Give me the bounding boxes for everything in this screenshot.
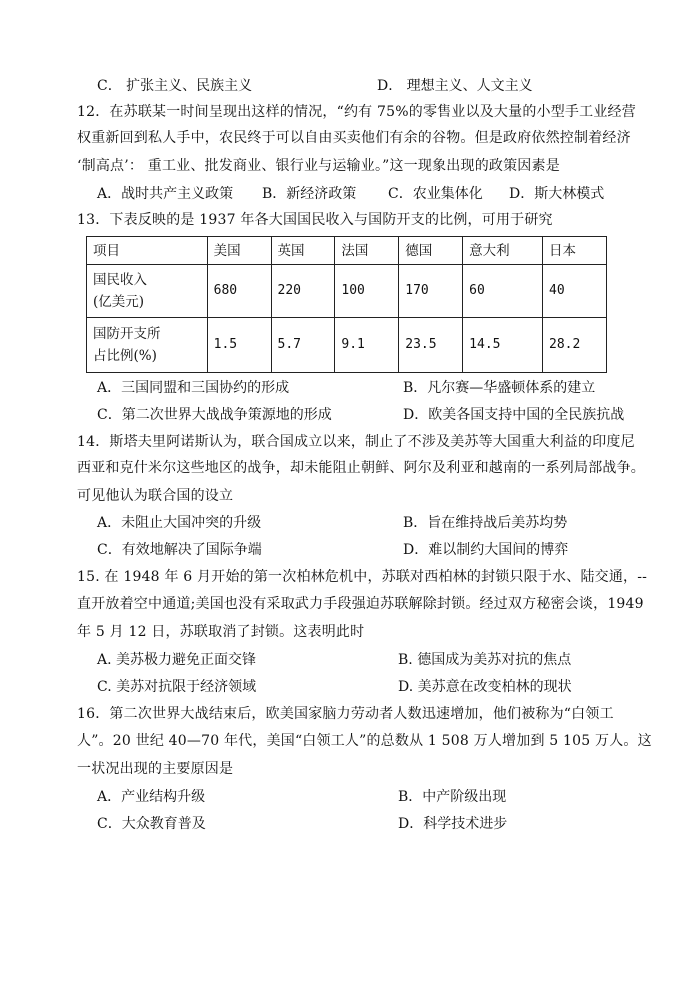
table-cell: 220	[271, 265, 335, 318]
table-header-cell: 英国	[271, 237, 335, 265]
q14-stem-line-3: 可见他认为联合国的设立	[77, 488, 234, 504]
table-row-label	[87, 265, 208, 318]
table-header-cell: 日本	[543, 237, 607, 265]
q14-option-d: D．难以制约大国间的博弈	[403, 542, 569, 558]
q15-option-c: C. 美苏对抗限于经济领域	[97, 679, 257, 695]
q15-option-b: B. 德国成为美苏对抗的焦点	[398, 652, 572, 668]
table-header-cell: 德国	[399, 237, 463, 265]
table-row	[87, 265, 607, 318]
q13-option-c: C．第二次世界大战战争策源地的形成	[97, 407, 332, 423]
table-cell: 100	[335, 265, 399, 318]
table-cell: 5.7	[271, 318, 335, 373]
q15-option-d: D. 美苏意在改变柏林的现状	[398, 679, 572, 695]
table-cell: 680	[207, 265, 271, 318]
table-row-label	[87, 318, 208, 373]
q14-stem-line-2: 西亚和克什米尔这些地区的战争，却未能阻止朝鲜、阿尔及利亚和越南的一系列局部战争。	[77, 460, 645, 476]
q16-stem-line-3: 一状况出现的主要原因是	[77, 761, 234, 777]
q15-stem-line-3: 年 5 月 12 日，苏联取消了封锁。这表明此时	[77, 624, 365, 640]
table-row	[87, 318, 607, 373]
q12-option-d: D．斯大林模式	[509, 186, 605, 202]
q14-stem-line-1: 14．斯塔夫里阿诺斯认为，联合国成立以来，制止了不涉及美苏等大国重大利益的印度尼	[77, 434, 635, 450]
q15-stem-line-1: 15. 在 1948 年 6 月开始的第一次柏林危机中，苏联对西柏林的封锁只限于水、陆交通，--	[77, 569, 648, 585]
q12-option-a: A．战时共产主义政策	[97, 186, 234, 202]
table-cell: 9.1	[335, 318, 399, 373]
row-label-line: 国防开支所	[93, 326, 161, 342]
table-cell: 28.2	[543, 318, 607, 373]
q16-stem-line-2: 人”。20 世纪 40—70 年代，美国“白领工人”的总数从 1 508 万人增加到 5 105 万人。这	[77, 733, 652, 749]
q12-stem-line-1: 12．在苏联某一时间呈现出这样的情况，“约有 75%的零售业以及大量的小型手工业经营	[77, 104, 636, 120]
row-label-line: (亿美元)	[93, 294, 145, 310]
table-header-row	[87, 237, 607, 265]
q13-stem: 13．下表反映的是 1937 年各大国国民收入与国防开支的比例，可用于研究	[77, 212, 553, 228]
q16-option-a: A．产业结构升级	[97, 789, 206, 805]
q14-option-c: C．有效地解决了国际争端	[97, 542, 262, 558]
row-label-line: 国民收入	[93, 272, 147, 288]
q12-option-c: C．农业集体化	[388, 186, 483, 202]
table-header-cell: 项目	[87, 237, 208, 265]
q15-option-a: A. 美苏极力避免正面交锋	[97, 652, 257, 668]
q13-option-a: A．三国同盟和三国协约的形成	[97, 380, 290, 396]
q13-data-table	[86, 236, 607, 373]
table-header-cell: 美国	[207, 237, 271, 265]
q14-option-b: B．旨在维持战后美苏均势	[403, 515, 568, 531]
q11-option-c: C． 扩张主义、民族主义	[97, 78, 253, 94]
q16-option-c: C．大众教育普及	[97, 816, 206, 832]
q12-option-b: B．新经济政策	[262, 186, 357, 202]
q16-stem-line-1: 16．第二次世界大战结束后，欧美国家脑力劳动者人数迅速增加，他们被称为“白领工	[77, 706, 614, 722]
q13-option-b: B．凡尔赛—华盛顿体系的建立	[403, 380, 596, 396]
q12-stem-line-2: 权重新回到私人手中，农民终于可以自由买卖他们有余的谷物。但是政府依然控制着经济	[77, 130, 631, 146]
table-cell: 23.5	[399, 318, 463, 373]
q15-stem-line-2: 直开放着空中通道;美国也没有采取武力手段强迫苏联解除封锁。经过双方秘密会谈，1949	[77, 596, 644, 612]
q14-option-a: A．未阻止大国冲突的升级	[97, 515, 262, 531]
table-cell: 60	[463, 265, 543, 318]
table-header-cell: 意大利	[463, 237, 543, 265]
q11-option-d: D． 理想主义、人文主义	[377, 78, 533, 94]
q16-option-d: D．科学技术进步	[398, 816, 508, 832]
table-cell: 170	[399, 265, 463, 318]
q16-option-b: B．中产阶级出现	[398, 789, 507, 805]
row-label-line: 占比例(%)	[93, 348, 157, 364]
table-cell: 1.5	[207, 318, 271, 373]
q12-stem-line-3: ‘制高点’： 重工业、批发商业、银行业与运输业。”这一现象出现的政策因素是	[77, 158, 560, 174]
table-header-cell: 法国	[335, 237, 399, 265]
table-cell: 14.5	[463, 318, 543, 373]
table-cell: 40	[543, 265, 607, 318]
q13-option-d: D．欧美各国支持中国的全民族抗战	[403, 407, 625, 423]
